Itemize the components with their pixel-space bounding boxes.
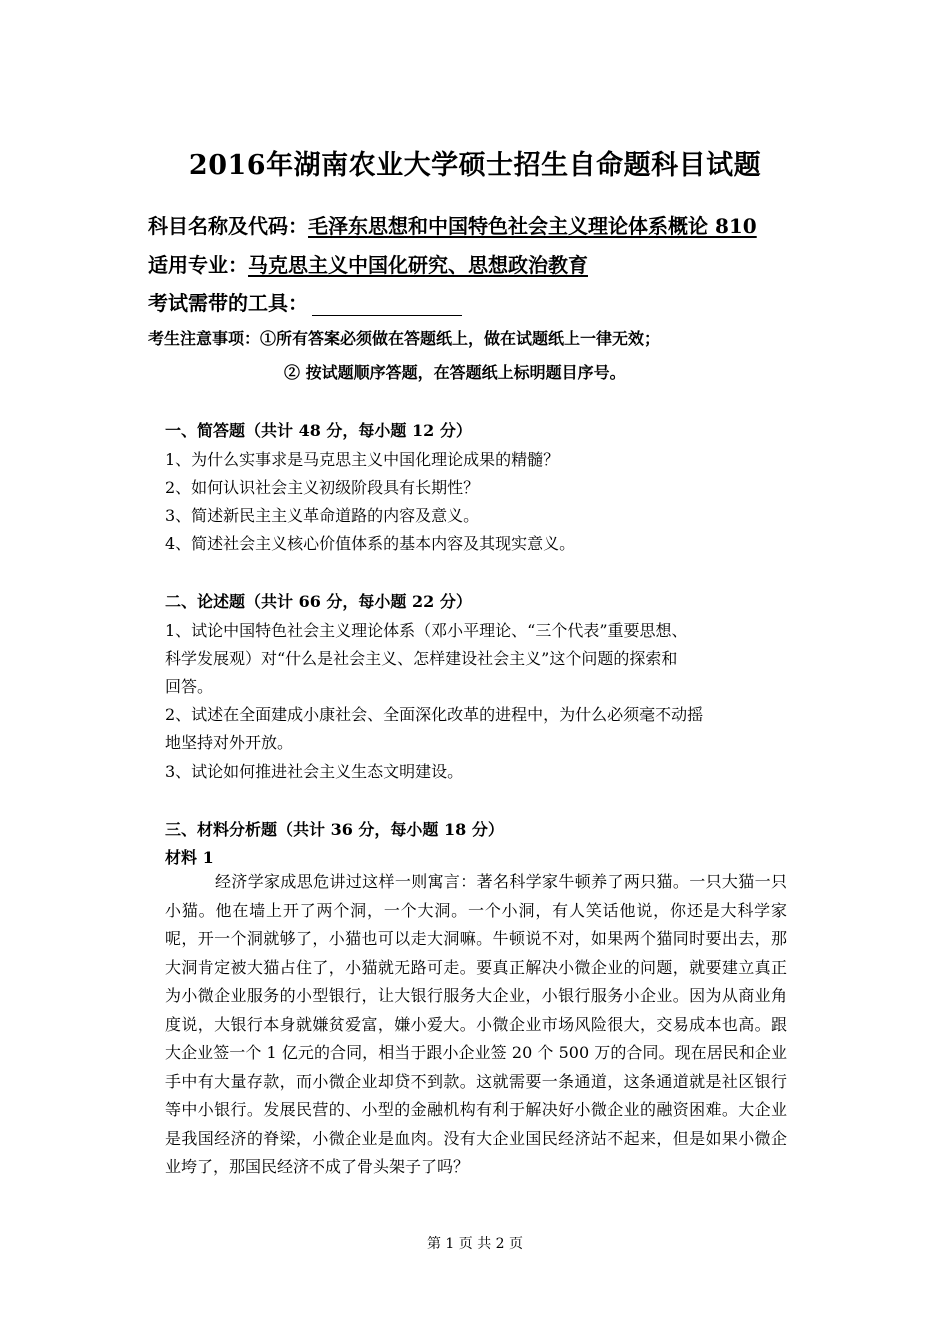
section-1-question: 3、简述新民主主义革命道路的内容及意义。 bbox=[165, 506, 480, 525]
section-1-question: 1、为什么实事求是马克思主义中国化理论成果的精髓？ bbox=[165, 450, 560, 469]
subject-line bbox=[148, 210, 757, 239]
major-value: 马克思主义中国化研究、思想政治教育 bbox=[248, 253, 588, 277]
section-1-question: 4、简述社会主义核心价值体系的基本内容及其现实意义。 bbox=[165, 534, 576, 553]
notice-line-2: ② 按试题顺序答题，在答题纸上标明题目序号。 bbox=[284, 363, 626, 382]
section-1-heading: 一、简答题（共计 48 分，每小题 12 分） bbox=[165, 421, 472, 440]
notice-line-1: 考生注意事项：①所有答案必须做在答题纸上，做在试题纸上一律无效； bbox=[148, 329, 661, 348]
section-2-line: 1、试论中国特色社会主义理论体系（邓小平理论、“三个代表”重要思想、 bbox=[165, 621, 688, 640]
major-line bbox=[148, 249, 588, 278]
section-1-question: 2、如何认识社会主义初级阶段具有长期性？ bbox=[165, 478, 480, 497]
section-2-heading: 二、论述题（共计 66 分，每小题 22 分） bbox=[165, 592, 472, 611]
section-2-line: 地坚持对外开放。 bbox=[165, 733, 294, 752]
material-text: 经济学家成思危讲过这样一则寓言：著名科学家牛顿养了两只猫。一只大猫一只小猫。他在墙上开了两个洞，一个大洞。一个小洞，有人笑话他说，你还是大科学家呢，开一个洞就够了，小猫也可以走大洞嘛。牛顿说不对，如果两个猫同时要出去，那大洞肯定被大猫占住了，小猫就无路可走。要真正解决小微企业的问题，就要建立真正为小微企业服务的小型银行，让大银行服务大企业，小银行服务小企业。因为从商业角度说，大银行本身就嫌贫爱富，嫌小爱大。小微企业市场风险很大，交易成本也高。跟大企业签一个 1 亿元的合同，相当于跟小企业签 20 个 500 万的合同。现在居民和企业手中有大量存款，而小微企业却贷不到款。这就需要一条通道，这条通道就是社区银行等中小银行。发展民营的、小型的金融机构有利于解决好小微企业的融资困难。大企业是我国经济的脊梁，小微企业是血肉。没有大企业国民经济站不起来，但是如果小微企业垮了，那国民经济不成了骨头架子了吗？ bbox=[165, 872, 787, 1176]
subject-value: 毛泽东思想和中国特色社会主义理论体系概论 810 bbox=[308, 214, 757, 238]
tools-blank bbox=[312, 297, 462, 316]
tools-line bbox=[148, 287, 462, 316]
major-label: 适用专业： bbox=[148, 253, 248, 277]
tools-label: 考试需带的工具： bbox=[148, 291, 308, 315]
subject-label: 科目名称及代码： bbox=[148, 214, 308, 238]
page-footer: 第 1 页 共 2 页 bbox=[426, 1236, 524, 1252]
page-title: 2016年湖南农业大学硕士招生自命题科目试题 bbox=[188, 150, 762, 181]
section-2-line: 科学发展观）对“什么是社会主义、怎样建设社会主义”这个问题的探索和 bbox=[165, 649, 678, 668]
section-3-heading: 三、材料分析题（共计 36 分，每小题 18 分） bbox=[165, 820, 504, 839]
section-2-line: 2、试述在全面建成小康社会、全面深化改革的进程中，为什么必须毫不动摇 bbox=[165, 705, 704, 724]
section-2-line: 3、试论如何推进社会主义生态文明建设。 bbox=[165, 762, 464, 781]
material-label: 材料 1 bbox=[165, 848, 214, 867]
section-2-line: 回答。 bbox=[165, 677, 214, 696]
